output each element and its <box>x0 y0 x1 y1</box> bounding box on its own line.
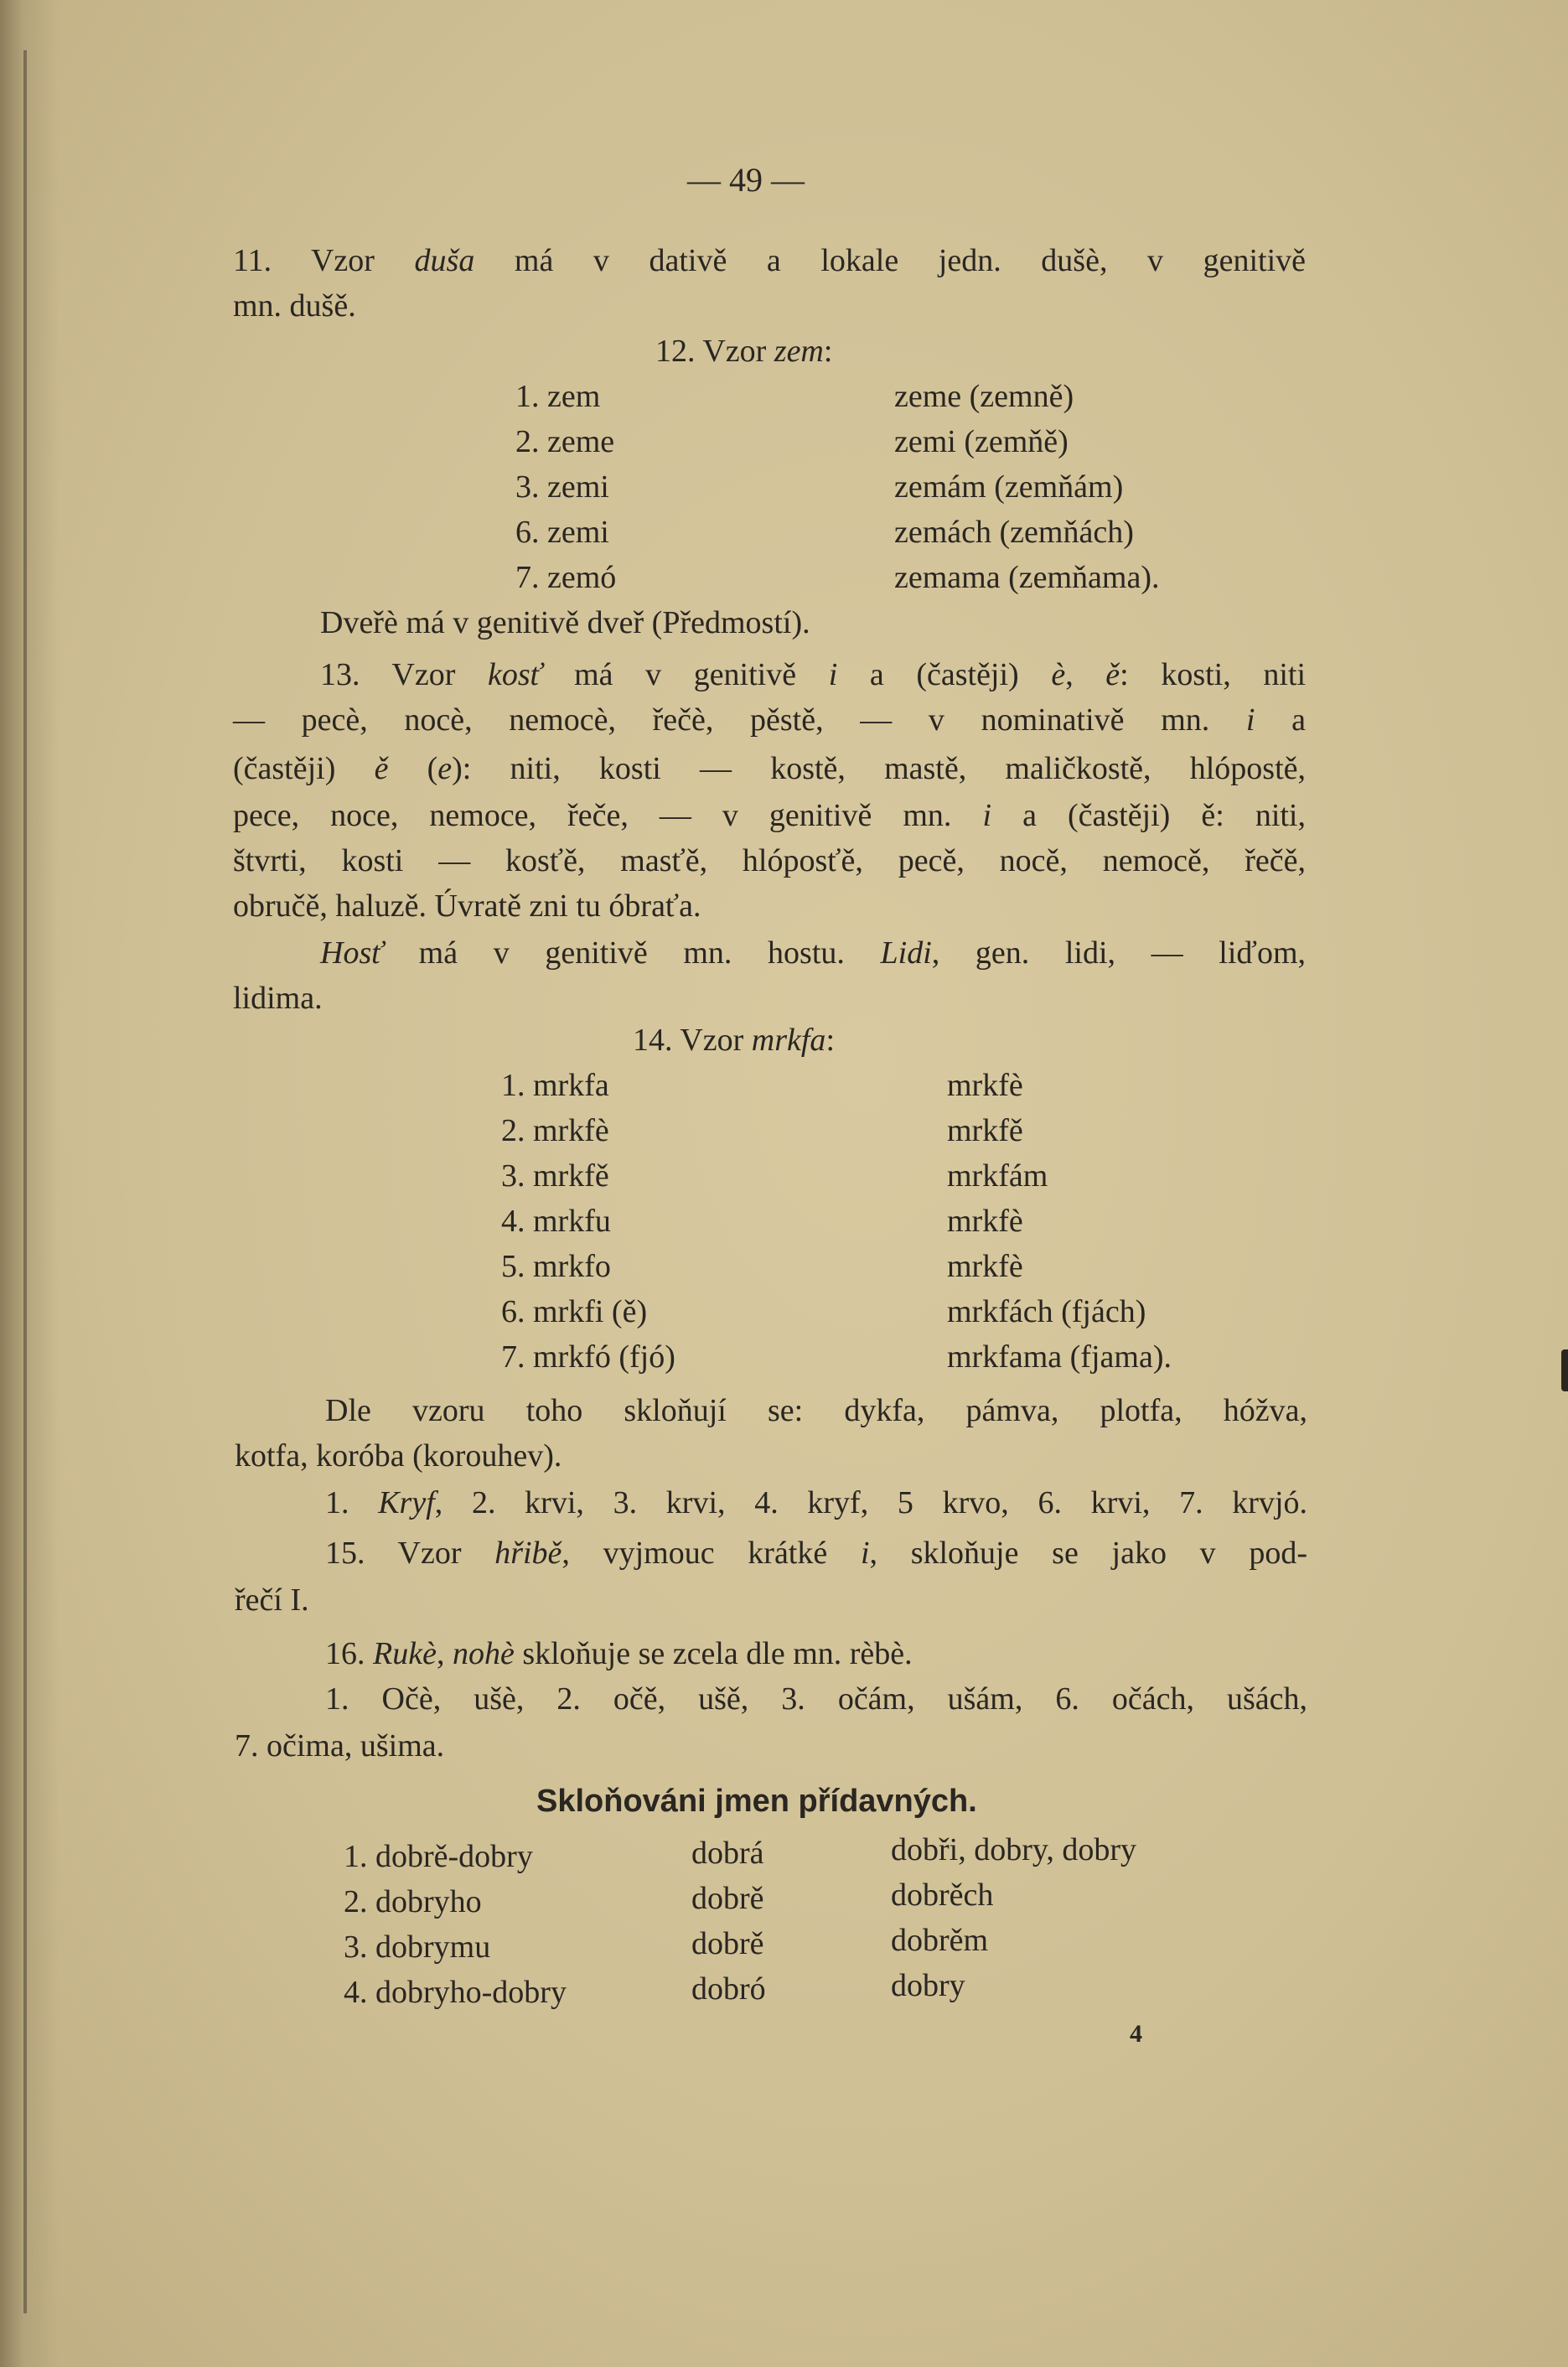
mrkfa-row-6-right: mrkfách (fjách) <box>947 1294 1146 1329</box>
section-16-line-2: 1. Očè, ušè, 2. očě, ušě, 3. očám, ušám, 6. očách, ušách, <box>325 1681 1307 1717</box>
mrkfa-row-6-left: 6. mrkfi (ě) <box>501 1294 648 1329</box>
zem-row-3-left: 3. zemi <box>515 469 609 505</box>
section-11-line-1: 11. Vzor duša má v dativě a lokale jedn. dušè, v genitivě <box>233 243 1306 278</box>
mrkfa-row-3-left: 3. mrkfě <box>501 1158 609 1194</box>
section-11-line-2: mn. dušě. <box>233 288 356 324</box>
section-13-line-2: — pecè, nocè, nemocè, řečè, pěstě, — v nominativě mn. i a <box>233 702 1306 738</box>
mrkfa-row-7-right: mrkfama (fjama). <box>947 1339 1172 1375</box>
zem-row-1-left: 1. zem <box>515 379 601 414</box>
section-13-line-6: obručě, haluzě. Úvratě zni tu óbraťa. <box>233 888 701 924</box>
adj-row-1-col-2: dobrá <box>691 1836 764 1871</box>
mrkfa-row-4-left: 4. mrkfu <box>501 1204 611 1239</box>
page-edge-mark <box>1561 1349 1568 1391</box>
zem-row-5-left: 7. zemó <box>515 560 617 595</box>
section-13-line-4: pece, noce, nemoce, řeče, — v genitivě mn. i a (častěji) ě: niti, <box>233 798 1306 833</box>
mrkfa-row-2-right: mrkfě <box>947 1113 1023 1148</box>
gutter-edge-line <box>23 50 27 2313</box>
adj-row-3-col-3: dobrěm <box>891 1923 989 1958</box>
section-13-line-5: štvrti, kosti — kosťě, masťě, hlóposťě, pecě, nocě, nemocě, řečě, <box>233 843 1306 878</box>
zem-row-2-right: zemi (zemňě) <box>894 424 1069 459</box>
mrkfa-row-1-right: mrkfè <box>947 1068 1023 1103</box>
zem-row-2-left: 2. zeme <box>515 424 615 459</box>
mrkfa-row-4-right: mrkfè <box>947 1204 1023 1239</box>
section-15-line-1: 15. Vzor hřibě, vyjmouc krátké i, skloňuje se jako v pod- <box>325 1536 1307 1571</box>
adj-row-3-col-1: 3. dobrymu <box>344 1929 491 1965</box>
mrkfa-row-1-left: 1. mrkfa <box>501 1068 609 1103</box>
section-13-line-3: (častěji) ě (e): niti, kosti — kostě, mastě, maličkostě, hlópostě, <box>233 751 1306 786</box>
section-13-line-7: Hosť má v genitivě mn. hostu. Lidi, gen. lidi, — liďom, <box>320 935 1306 971</box>
section-14-para-line-2: kotfa, koróba (korouhev). <box>235 1438 562 1474</box>
section-13-line-1: 13. Vzor kosť má v genitivě i a (častěji) è, ě: kosti, niti <box>320 657 1307 692</box>
adj-row-3-col-2: dobrě <box>691 1926 764 1961</box>
page-number: — 49 — <box>687 161 805 199</box>
section-13-line-8: lidima. <box>233 981 323 1016</box>
sheet-signature-number: 4 <box>1130 2020 1142 2048</box>
book-gutter <box>0 0 59 2367</box>
section-12-title: 12. Vzor zem: <box>655 334 833 369</box>
zem-row-3-right: zemám (zemňám) <box>894 469 1124 505</box>
mrkfa-row-5-left: 5. mrkfo <box>501 1249 611 1284</box>
section-12-note: Dveřè má v genitivě dveř (Předmostí). <box>320 605 810 640</box>
zem-row-4-left: 6. zemi <box>515 515 609 550</box>
adj-row-1-col-1: 1. dobrě-dobry <box>344 1839 533 1874</box>
zem-row-4-right: zemách (zemňách) <box>894 515 1134 550</box>
adj-row-4-col-3: dobry <box>891 1968 965 2003</box>
kryf-paradigm: 1. Kryf, 2. krvi, 3. krvi, 4. kryf, 5 krvo, 6. krvi, 7. krvjó. <box>325 1485 1307 1520</box>
mrkfa-row-5-right: mrkfè <box>947 1249 1023 1284</box>
section-15-line-2: řečí I. <box>235 1582 309 1618</box>
section-16-line-3: 7. očima, ušima. <box>235 1728 445 1764</box>
zem-row-1-right: zeme (zemně) <box>894 379 1074 414</box>
adjective-declension-heading: Skloňováni jmen přídavných. <box>536 1784 977 1819</box>
mrkfa-row-3-right: mrkfám <box>947 1158 1048 1194</box>
mrkfa-row-7-left: 7. mrkfó (fjó) <box>501 1339 675 1375</box>
adj-row-4-col-2: dobró <box>691 1971 766 2007</box>
section-16-line-1: 16. Rukè, nohè skloňuje se zcela dle mn. rèbè. <box>325 1636 913 1671</box>
adj-row-1-col-3: dobři, dobry, dobry <box>891 1832 1137 1867</box>
zem-row-5-right: zemama (zemňama). <box>894 560 1160 595</box>
adj-row-4-col-1: 4. dobryho-dobry <box>344 1975 567 2010</box>
section-14-title: 14. Vzor mrkfa: <box>633 1023 835 1058</box>
adj-row-2-col-3: dobrěch <box>891 1878 994 1913</box>
adj-row-2-col-1: 2. dobryho <box>344 1884 482 1919</box>
section-14-para-line-1: Dle vzoru toho skloňují se: dykfa, pámva, plotfa, hóžva, <box>325 1393 1307 1428</box>
adj-row-2-col-2: dobrě <box>691 1881 764 1916</box>
mrkfa-row-2-left: 2. mrkfè <box>501 1113 609 1148</box>
